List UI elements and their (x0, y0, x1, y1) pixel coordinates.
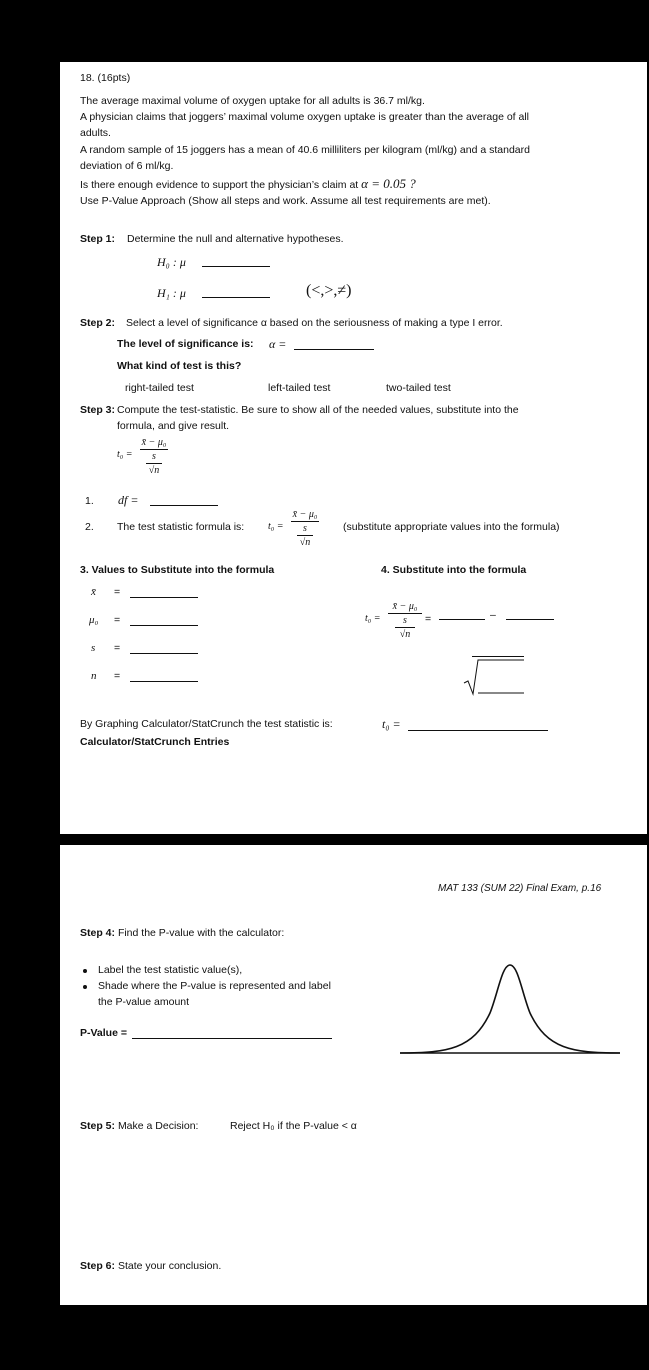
sub-t0: t₀ = (365, 613, 381, 624)
worksheet-page-1 (60, 62, 647, 834)
step2-text: Select a level of significance α based on the seriousness of making a type I error. (126, 317, 503, 329)
calc-t0-blank[interactable] (408, 730, 548, 731)
intro-line: The average maximal volume of oxygen uptake for all adults is 36.7 ml/kg. (80, 95, 425, 107)
pvalue-label: P-Value = (80, 1027, 127, 1039)
item2-formula (291, 509, 319, 548)
sub-formula (388, 601, 422, 640)
problem-header: 18. (16pts) (80, 72, 131, 84)
item1-number: 1. (85, 495, 94, 507)
item2-number: 2. (85, 521, 94, 533)
alpha-equals: α = (269, 337, 287, 351)
n-equals: = (114, 670, 121, 682)
formula-denominator-s: s (152, 451, 156, 462)
item2-text: The test statistic formula is: (117, 521, 245, 533)
substitute-heading: 4. Substitute into the formula (381, 564, 527, 576)
calc-text: By Graphing Calculator/StatCrunch the test statistic is: (80, 718, 333, 730)
reject-rule: Reject H₀ if the P-value < α (230, 1120, 357, 1132)
formula-numerator: x̄ − μ₀ (141, 437, 167, 448)
sub-numerator-blank-2[interactable] (506, 619, 554, 620)
xbar-blank[interactable] (130, 597, 198, 598)
formula-denominator-root: √n (299, 537, 311, 548)
item2-note: (substitute appropriate values into the formula) (343, 521, 560, 533)
two-tailed-option[interactable]: two-tailed test (386, 382, 451, 394)
pvalue-blank[interactable] (132, 1038, 332, 1039)
formula-denominator-root: √n (148, 465, 160, 476)
step6-label: Step 6: (80, 1260, 116, 1272)
null-hypothesis: H₀ : μ (157, 255, 186, 269)
formula-denominator-s: s (303, 523, 307, 534)
s-blank[interactable] (130, 653, 198, 654)
question-text (80, 177, 416, 192)
left-tailed-option[interactable]: left-tailed test (268, 382, 331, 394)
step4-label: Step 4: (80, 927, 116, 939)
values-heading: 3. Values to Substitute into the formula (80, 564, 275, 576)
intro-line: adults. (80, 127, 111, 139)
step2-label: Step 2: (80, 317, 116, 329)
df-label: df = (118, 493, 139, 507)
n-symbol: n (91, 670, 97, 682)
intro-line: A physician claims that joggers’ maximal volume oxygen uptake is greater than the average of all (80, 111, 530, 123)
step5-label: Step 5: (80, 1120, 116, 1132)
mu0-equals: = (114, 614, 121, 626)
n-blank[interactable] (130, 681, 198, 682)
xbar-symbol: x̄ (91, 586, 96, 598)
right-tailed-option[interactable]: right-tailed test (125, 382, 194, 394)
bullet-text: Label the test statistic value(s), (98, 964, 243, 976)
step5-text: Make a Decision: (117, 1120, 199, 1132)
sub-numerator-blank-1[interactable] (439, 619, 485, 620)
step1-text: Determine the null and alternative hypotheses. (127, 233, 344, 245)
xbar-equals: = (114, 586, 121, 598)
step3-text: Compute the test-statistic. Be sure to show all of the needed values, substitute into the (117, 404, 519, 416)
alpha-value: α = 0.05 ? (361, 176, 416, 191)
step4-line (80, 927, 284, 940)
null-hypothesis-blank[interactable] (202, 266, 270, 267)
calc-t0: t₀ = (382, 717, 401, 731)
formula-numerator: x̄ − μ₀ (392, 601, 418, 612)
bullet-text: Shade where the P-value is represented and label (98, 980, 331, 992)
item2-t0: t₀ = (268, 521, 284, 532)
calc-entries-label: Calculator/StatCrunch Entries (80, 736, 230, 748)
intro-line: deviation of 6 ml/kg. (80, 160, 174, 172)
step6-line (80, 1260, 221, 1273)
test-kind-label: What kind of test is this? (117, 360, 242, 372)
intro-line: A random sample of 15 joggers has a mean of 40.6 milliliters per kilogram (ml/kg) and a standard (80, 144, 530, 156)
sqrt-n-blank[interactable] (462, 657, 526, 699)
formula-denominator-s: s (403, 615, 407, 626)
test-statistic-formula (140, 437, 168, 476)
step1-label: Step 1: (80, 233, 116, 245)
step6-text: State your conclusion. (117, 1260, 222, 1272)
step3-text: formula, and give result. (117, 420, 230, 432)
bullet-text: the P-value amount (98, 996, 190, 1008)
df-blank[interactable] (150, 505, 218, 506)
step3-label: Step 3: (80, 404, 116, 416)
bullet (83, 985, 87, 989)
alt-hypothesis-blank[interactable] (202, 297, 270, 298)
page-footer: MAT 133 (SUM 22) Final Exam, p.16 (438, 883, 602, 894)
step5-line (80, 1120, 198, 1133)
mu0-symbol: μ₀ (89, 614, 99, 626)
normal-curve[interactable] (398, 953, 624, 1056)
minus-sign: – (490, 609, 496, 621)
formula-denominator-root: √n (399, 629, 411, 640)
alt-hypothesis: H₁ : μ (157, 286, 186, 300)
sub-equals: = (425, 613, 432, 625)
t0-symbol: t₀ = (117, 449, 133, 460)
mu0-blank[interactable] (130, 625, 198, 626)
inequality-symbols: (<,>,≠) (306, 282, 352, 299)
significance-label: The level of significance is: (117, 338, 254, 350)
s-equals: = (114, 642, 121, 654)
approach-text: Use P-Value Approach (Show all steps and work. Assume all test requirements are met). (80, 195, 491, 207)
worksheet-page-2 (60, 845, 647, 1305)
question-sentence: Is there enough evidence to support the physician’s claim at (80, 179, 359, 191)
step4-text: Find the P-value with the calculator: (117, 927, 285, 939)
alpha-blank[interactable] (294, 349, 374, 350)
s-symbol: s (91, 642, 96, 654)
formula-numerator: x̄ − μ₀ (292, 509, 318, 520)
bullet (83, 969, 87, 973)
